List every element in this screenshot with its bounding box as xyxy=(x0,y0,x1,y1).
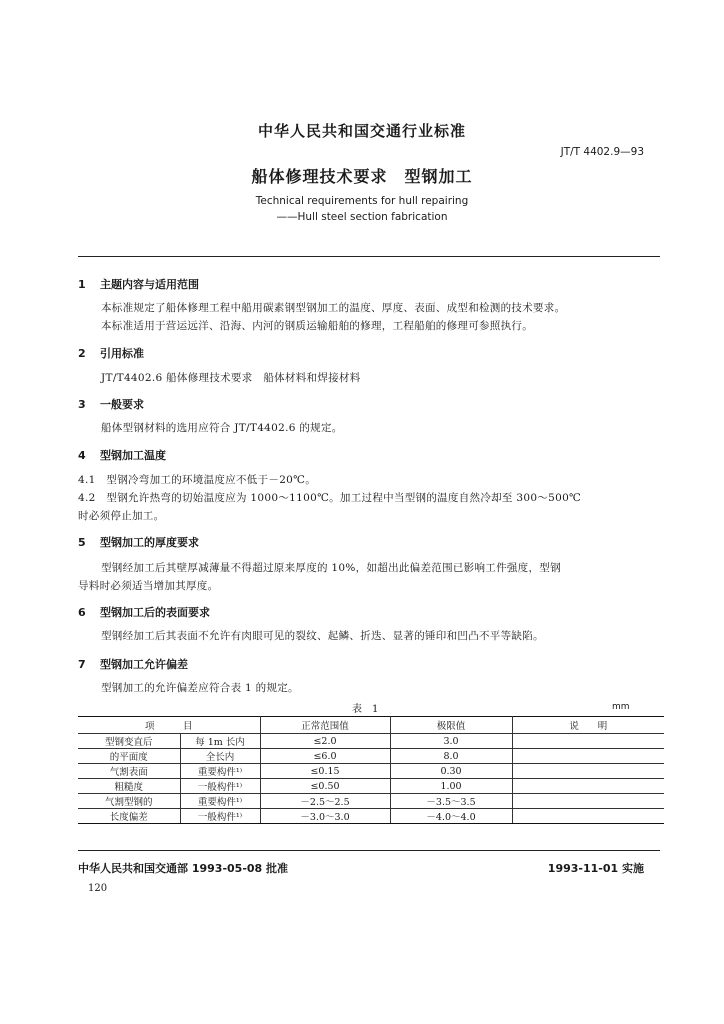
footer-divider xyxy=(78,850,660,851)
section-1-heading: 1 主题内容与适用范围 xyxy=(78,278,199,291)
deviation-table xyxy=(78,716,664,824)
section-2-heading: 2 引用标准 xyxy=(78,347,144,360)
table-row xyxy=(78,764,664,779)
section-4-2-text: 4.2 型钢允许热弯的切始温度应为 1000～1100℃。加工过程中当型钢的温度自然冷却至 300～500℃ xyxy=(78,492,582,504)
section-3-para-1: 船体型钢材料的选用应符合 JT/T4402.6 的规定。 xyxy=(101,422,343,434)
standard-code: JT/T 4402.9—93 xyxy=(560,146,644,158)
table-cell xyxy=(512,764,664,779)
table-cell: ≤6.0 xyxy=(260,749,390,764)
english-title-line-2: ——Hull steel section fabrication xyxy=(276,211,448,223)
table-cell: 0.30 xyxy=(390,764,512,779)
table-row xyxy=(78,779,664,794)
approval-date: 中华人民共和国交通部 1993-05-08 批准 xyxy=(78,862,289,875)
section-5-para-2: 导料时必须适当增加其厚度。 xyxy=(78,580,219,592)
document-title: 船体修理技术要求 型钢加工 xyxy=(251,167,473,186)
table-row xyxy=(78,809,664,824)
section-4-heading: 4 型钢加工温度 xyxy=(78,449,166,462)
section-2-para-1: JT/T4402.6 船体修理技术要求 船体材料和焊接材料 xyxy=(101,372,361,384)
table-row xyxy=(78,794,664,809)
page-number: 120 xyxy=(88,883,108,894)
table-cell xyxy=(512,794,664,809)
table-cell: ≤2.0 xyxy=(260,734,390,749)
section-4-1-text: 4.1 型钢冷弯加工的环境温度应不低于－20℃。 xyxy=(78,474,317,486)
table-cell: 型钢变直后 xyxy=(78,734,180,749)
implementation-date: 1993-11-01 实施 xyxy=(547,862,644,875)
table-cell: 重要构件¹⁾ xyxy=(180,764,260,779)
header-note: 说 明 xyxy=(512,717,664,734)
table-cell: 气割表面 xyxy=(78,764,180,779)
standard-org-title: 中华人民共和国交通行业标准 xyxy=(257,122,466,140)
table-cell: 粗糙度 xyxy=(78,779,180,794)
table-unit: mm xyxy=(612,702,630,712)
table-cell: 全长内 xyxy=(180,749,260,764)
table-cell: 的平面度 xyxy=(78,749,180,764)
section-6-para-1: 型钢经加工后其表面不允许有肉眼可见的裂纹、起鳞、折迭、显著的锤印和凹凸不平等缺陷。 xyxy=(101,630,544,642)
header-limit: 极限值 xyxy=(390,717,512,734)
table-cell: 8.0 xyxy=(390,749,512,764)
table-cell xyxy=(512,734,664,749)
table-cell: ≤0.15 xyxy=(260,764,390,779)
table-cell: 气割型钢的 xyxy=(78,794,180,809)
table-caption: 表 1 xyxy=(352,704,379,715)
section-6-heading: 6 型钢加工后的表面要求 xyxy=(78,606,210,619)
table-cell xyxy=(512,779,664,794)
table-cell: 1.00 xyxy=(390,779,512,794)
section-4-2-continued: 时必须停止加工。 xyxy=(78,510,165,522)
header-divider xyxy=(78,256,660,257)
section-1-para-1: 本标准规定了船体修理工程中船用碳素钢型钢加工的温度、厚度、表面、成型和检测的技术要求。 xyxy=(101,302,566,314)
section-5-para-1: 型钢经加工后其壁厚减薄量不得超过原来厚度的 10%，如超出此偏差范围已影响工件强度，型钢 xyxy=(101,562,561,574)
table-cell: ≤0.50 xyxy=(260,779,390,794)
table-cell xyxy=(512,749,664,764)
english-title-line-1: Technical requirements for hull repairing xyxy=(255,195,469,207)
section-7-heading: 7 型钢加工允许偏差 xyxy=(78,658,188,671)
table-cell: －3.5～3.5 xyxy=(390,794,512,809)
section-7-para-1: 型钢加工的允许偏差应符合表 1 的规定。 xyxy=(101,682,299,694)
table-row xyxy=(78,749,664,764)
header-item: 项 目 xyxy=(78,717,260,734)
section-1-para-2: 本标准适用于营运远洋、沿海、内河的钢质运输船舶的修理，工程船舶的修理可参照执行。 xyxy=(101,320,533,332)
section-5-heading: 5 型钢加工的厚度要求 xyxy=(78,536,199,549)
table-row xyxy=(78,734,664,749)
table-cell: －2.5～2.5 xyxy=(260,794,390,809)
table-cell: 长度偏差 xyxy=(78,809,180,824)
section-3-heading: 3 一般要求 xyxy=(78,398,144,411)
table-cell: 一般构件¹⁾ xyxy=(180,809,260,824)
table-cell: 3.0 xyxy=(390,734,512,749)
table-header-row xyxy=(78,717,664,734)
header-normal-range: 正常范围值 xyxy=(260,717,390,734)
table-cell: 每 1m 长内 xyxy=(180,734,260,749)
table-cell: 重要构件¹⁾ xyxy=(180,794,260,809)
table-cell: －3.0～3.0 xyxy=(260,809,390,824)
table-cell xyxy=(512,809,664,824)
table-cell: 一般构件¹⁾ xyxy=(180,779,260,794)
table-cell: －4.0～4.0 xyxy=(390,809,512,824)
